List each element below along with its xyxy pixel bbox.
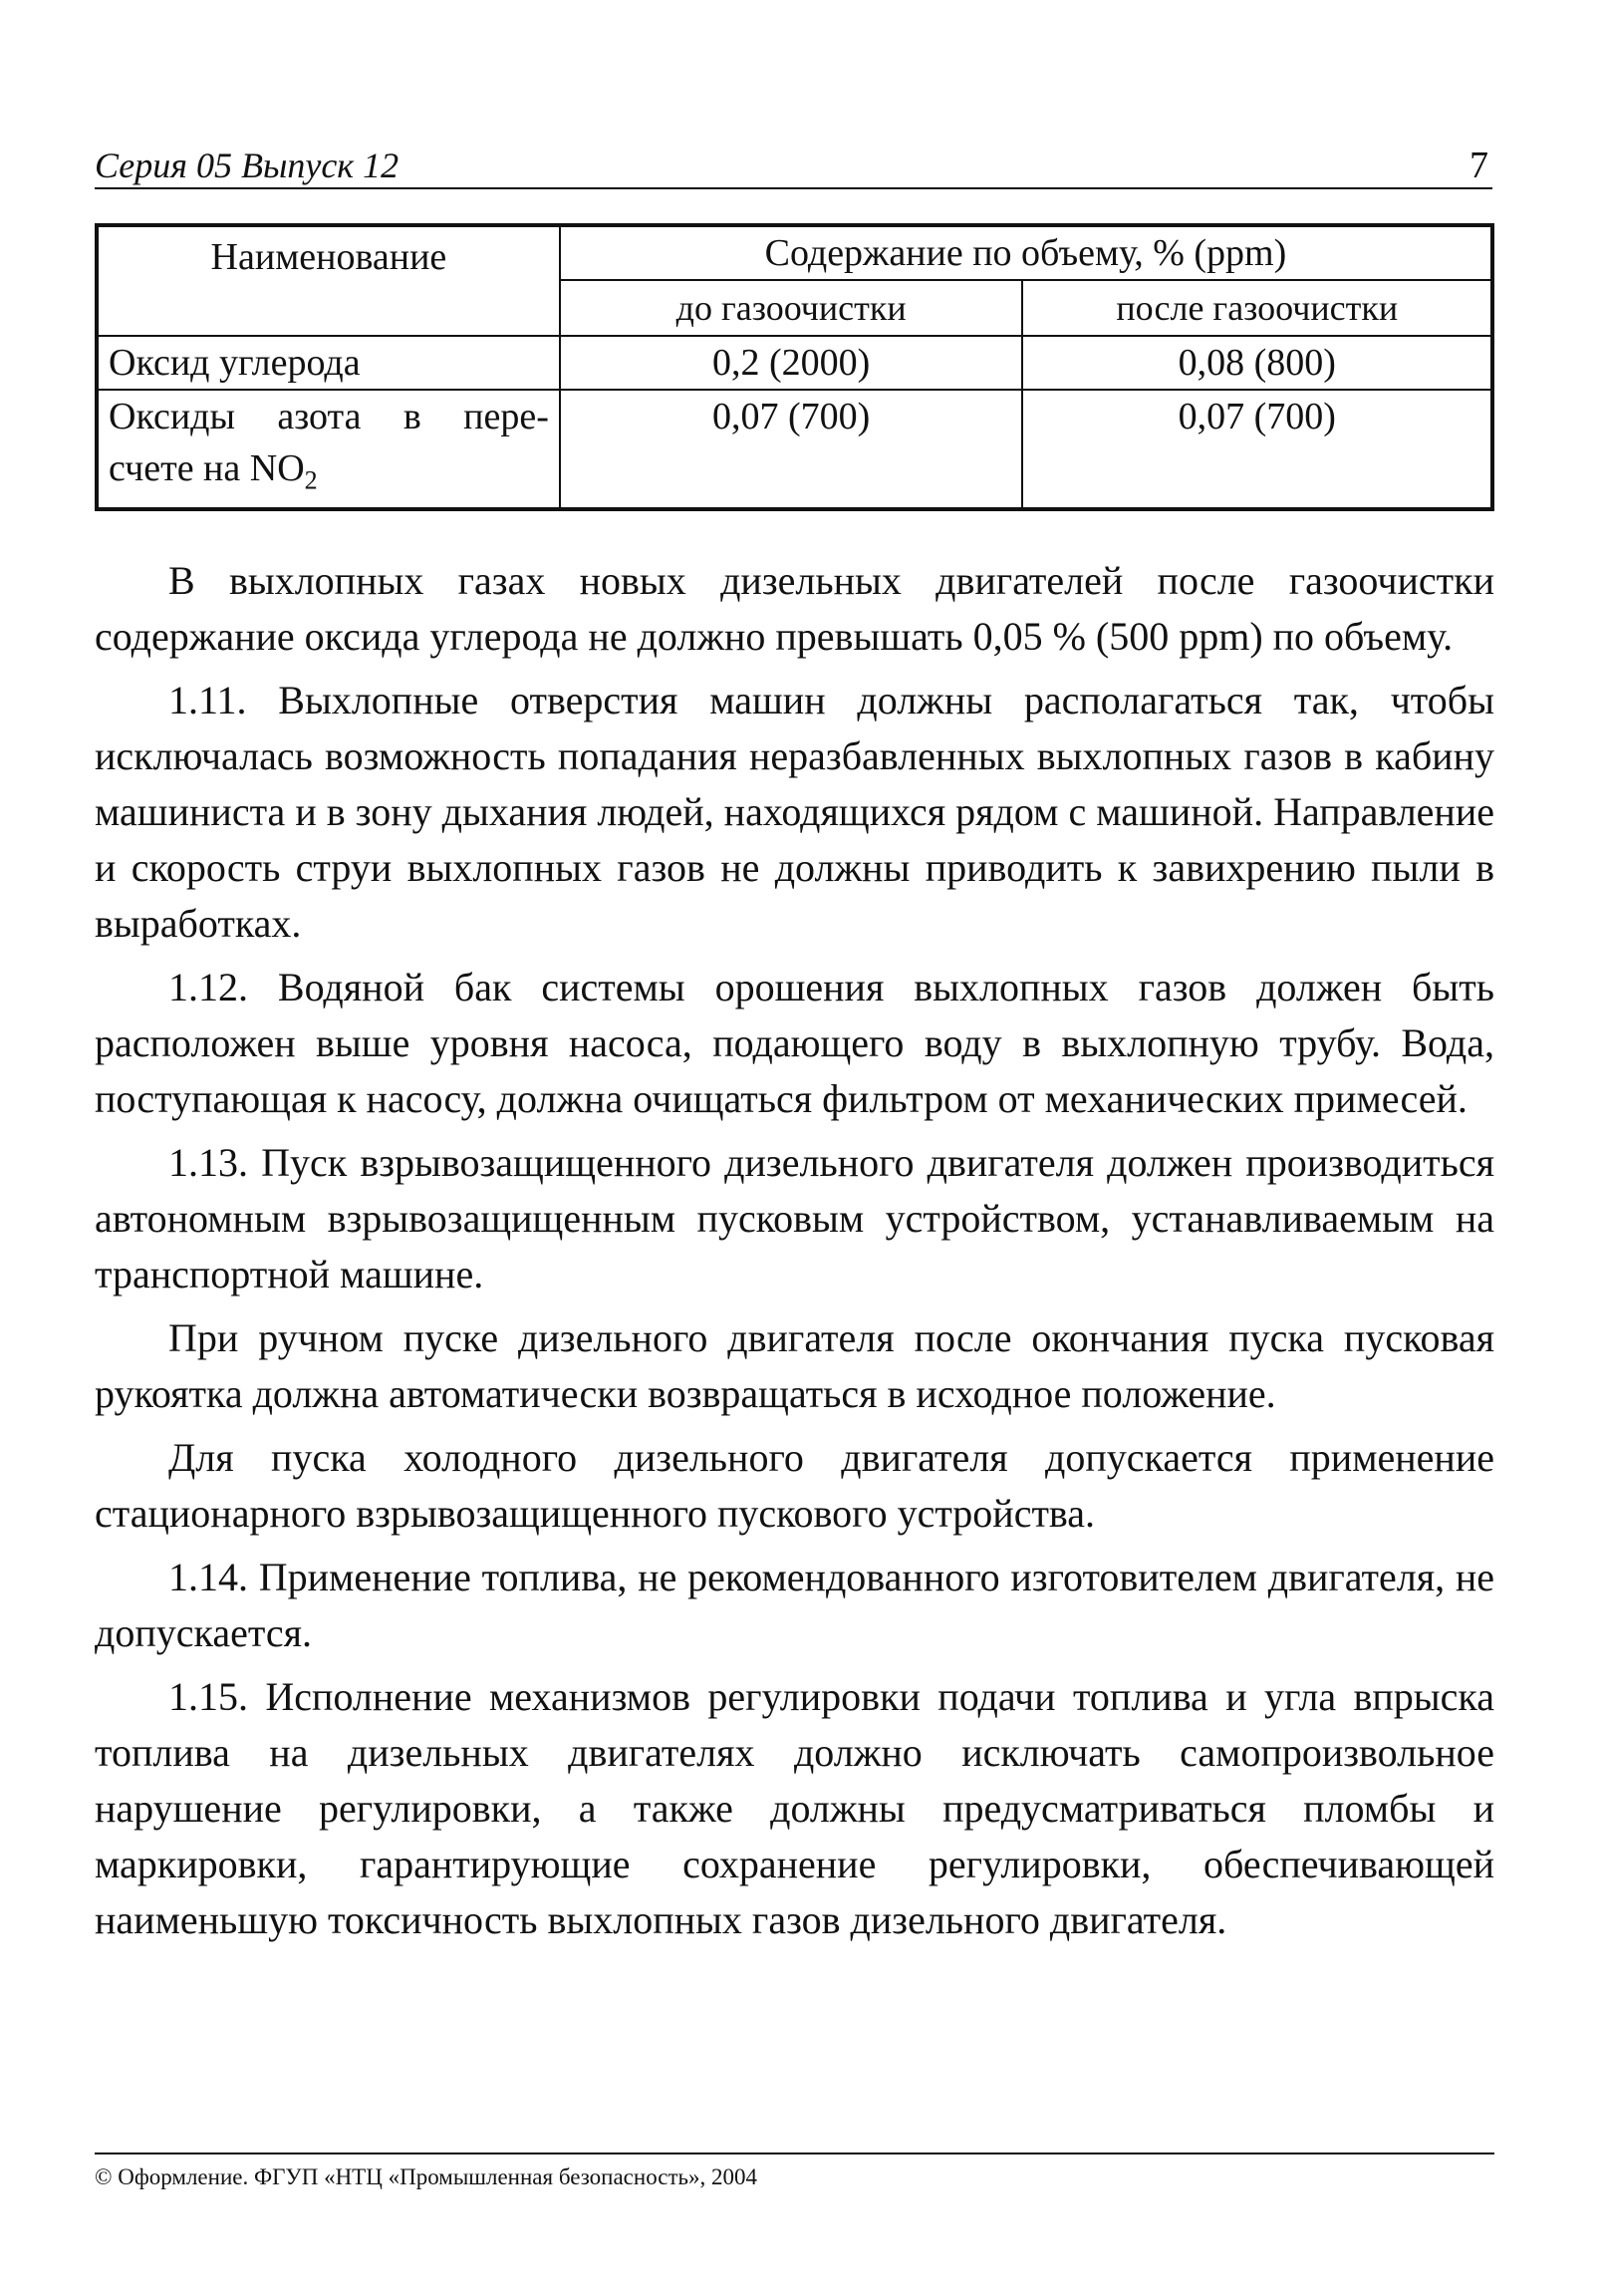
row-before-value: 0,07 (700) — [560, 390, 1023, 509]
row-name-line2 — [109, 442, 549, 507]
gas-content-table — [95, 223, 1494, 511]
row-after-value: 0,08 (800) — [1022, 336, 1492, 390]
row-before-value: 0,2 (2000) — [560, 336, 1023, 390]
paragraph: При ручном пуске дизельного двигателя после окончания пуска пусковая рукоятка должна автоматически возвращаться в исходное положение. — [95, 1315, 1494, 1416]
page-number: 7 — [1469, 144, 1488, 186]
table-header-row — [97, 225, 1492, 280]
column-header-name: Наименование — [97, 225, 560, 336]
paragraph: 1.14. Применение топлива, не рекомендованного изготовителем двигателя, не допускается. — [95, 1555, 1494, 1655]
table-row — [97, 336, 1492, 390]
paragraph: 1.11. Выхлопные отверстия машин должны располагаться так, чтобы исключалась возможность попадания неразбавленных выхлопных газов в кабину машиниста и в зону дыхания людей, находящихся рядом с машиной. Направление и скорость струи выхлопных газов не должны приводить к завихрению пыли в выработках. — [95, 678, 1494, 946]
subscript: 2 — [304, 465, 318, 495]
paragraph: 1.13. Пуск взрывозащищенного дизельного двигателя должен производиться автономным взрывозащищенным пусковым устройством, устанавливаемым на транспортной машине. — [95, 1140, 1494, 1296]
paragraph: 1.15. Исполнение механизмов регулировки подачи топлива и угла впрыска топлива на дизельных двигателях должно исключать самопроизвольное нарушение регулировки, а также должны предусматриваться пломбы и маркировки, гарантирующие сохранение регулировки, обеспечивающей наименьшую токсичность выхлопных газов дизельного двигателя. — [95, 1674, 1494, 1942]
body-text — [95, 553, 1494, 1956]
column-header-before: до газоочистки — [560, 280, 1023, 336]
page-header — [95, 144, 1492, 189]
copyright-text: © Оформление. ФГУП «НТЦ «Промышленная безопасность», 2004 — [95, 2164, 758, 2189]
row-name-text: счете на NO — [109, 447, 305, 489]
paragraph: 1.12. Водяной бак системы орошения выхлопных газов должен быть расположен выше уровня насоса, подающего воду в выхлопную трубу. Вода, поступающая к насосу, должна очищаться фильтром от механических примесей. — [95, 965, 1494, 1121]
table-row — [97, 390, 1492, 509]
page-footer — [95, 2152, 1494, 2190]
row-name — [97, 390, 560, 509]
column-header-after: после газоочистки — [1022, 280, 1492, 336]
paragraph: В выхлопных газах новых дизельных двигателей после газоочистки содержание оксида углерода не должно превышать 0,05 % (500 ppm) по объему. — [95, 558, 1494, 659]
column-header-content: Содержание по объему, % (ppm) — [560, 225, 1492, 280]
paragraph: Для пуска холодного дизельного двигателя допускается применение стационарного взрывозащищенного пускового устройства. — [95, 1435, 1494, 1536]
row-name: Оксид углерода — [97, 336, 560, 390]
row-name-line1: Оксиды азота в пере- — [109, 396, 549, 437]
row-after-value: 0,07 (700) — [1022, 390, 1492, 509]
series-issue-label: Серия 05 Выпуск 12 — [95, 145, 400, 185]
